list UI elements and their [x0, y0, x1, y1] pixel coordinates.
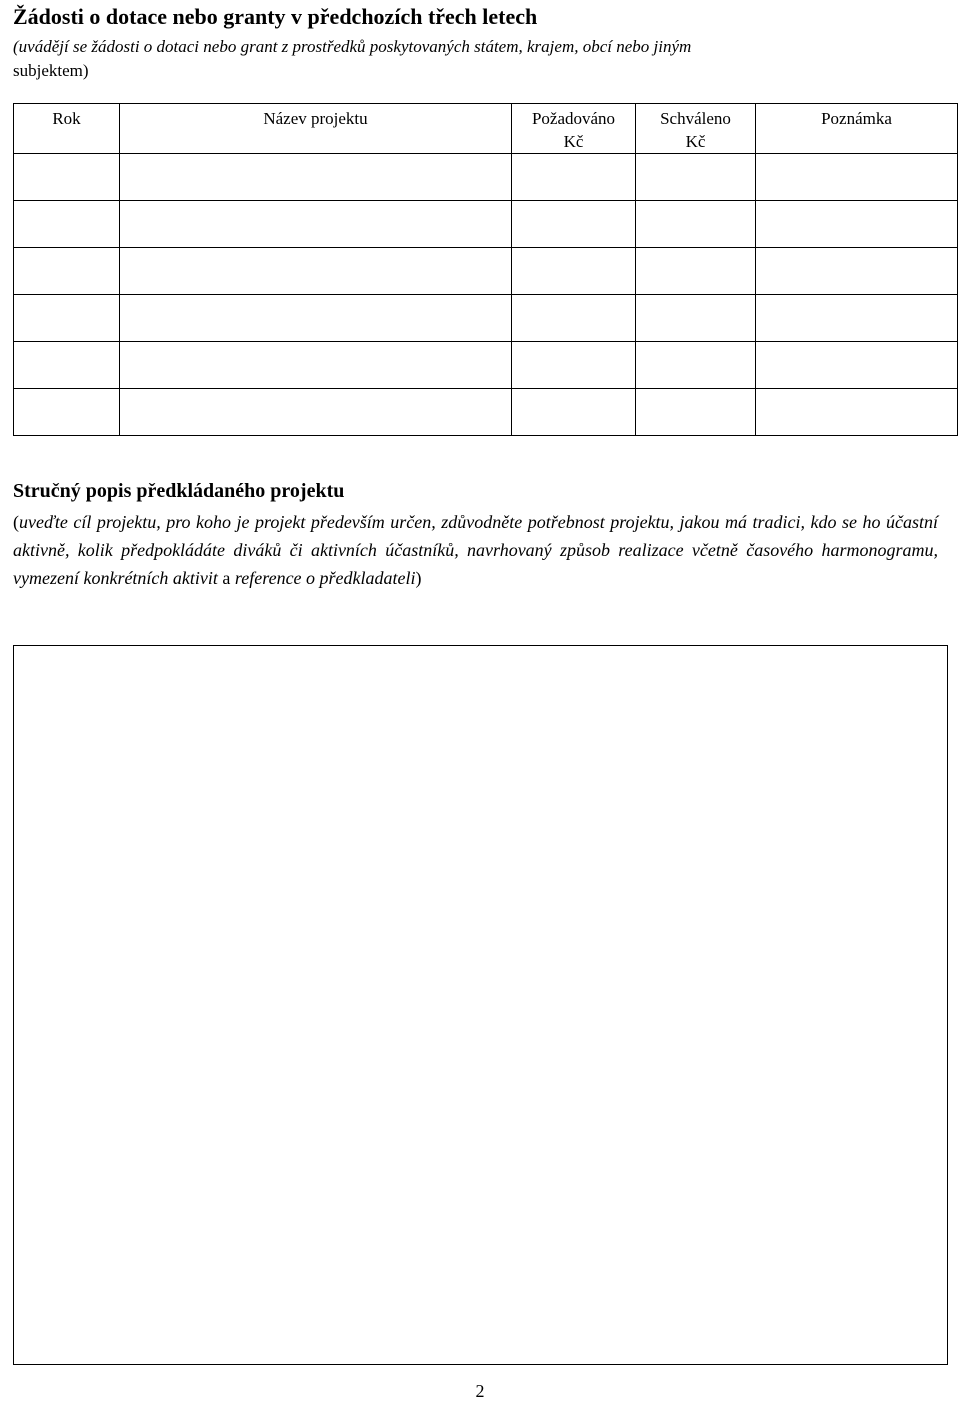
page-number: 2: [475, 1381, 485, 1401]
table-row: [14, 342, 958, 389]
table-row: [14, 248, 958, 295]
header-pozadovano-unit: Kč: [563, 132, 584, 151]
cell-nazev[interactable]: [120, 389, 512, 436]
header-nazev-projektu: Název projektu: [120, 104, 512, 154]
header-pozadovano: [512, 104, 636, 154]
cell-pozadovano[interactable]: [512, 389, 636, 436]
table-header-row: [14, 104, 958, 154]
cell-nazev[interactable]: [120, 154, 512, 201]
section-subtitle-grants: [13, 35, 713, 83]
cell-nazev[interactable]: [120, 248, 512, 295]
table-row: [14, 389, 958, 436]
cell-nazev[interactable]: [120, 201, 512, 248]
cell-schvaleno[interactable]: [636, 154, 756, 201]
header-schvaleno: [636, 104, 756, 154]
cell-poznamka[interactable]: [756, 154, 958, 201]
desc-italic-text: uveďte cíl projektu, pro koho je projekt především určen, zdůvodněte potřebnost projektu, jakou má tradici, kdo se ho účastní aktivně, kolik předpokládáte diváků či aktivních účastníků, navrhovaný způsob realizace včetně časového harmonogramu, vymezení konkrétních aktivit: [13, 512, 938, 588]
header-poznamka: Poznámka: [756, 104, 958, 154]
subtitle-italic: (uvádějí se žádosti o dotaci nebo grant z prostředků poskytovaných státem, krajem, obcí nebo jiným: [13, 37, 692, 56]
cell-pozadovano[interactable]: [512, 248, 636, 295]
cell-nazev[interactable]: [120, 295, 512, 342]
subtitle-rest: subjektem): [13, 61, 89, 80]
cell-rok[interactable]: [14, 201, 120, 248]
desc-italic-text-2: reference o předkladateli: [234, 568, 416, 588]
cell-rok[interactable]: [14, 295, 120, 342]
cell-pozadovano[interactable]: [512, 342, 636, 389]
header-rok: Rok: [14, 104, 120, 154]
cell-rok[interactable]: [14, 389, 120, 436]
header-pozadovano-label: Požadováno: [531, 109, 616, 128]
cell-poznamka[interactable]: [756, 201, 958, 248]
cell-schvaleno[interactable]: [636, 295, 756, 342]
grants-table: [13, 103, 958, 436]
cell-rok[interactable]: [14, 248, 120, 295]
desc-a: a: [222, 568, 231, 588]
cell-schvaleno[interactable]: [636, 342, 756, 389]
cell-pozadovano[interactable]: [512, 154, 636, 201]
section-title-grants: Žádosti o dotace nebo granty v předchozích třech letech: [13, 4, 538, 29]
project-description-instructions: [13, 508, 938, 592]
desc-open-paren: (: [13, 512, 19, 532]
cell-rok[interactable]: [14, 342, 120, 389]
cell-schvaleno[interactable]: [636, 248, 756, 295]
cell-poznamka[interactable]: [756, 248, 958, 295]
section-title-project-description: Stručný popis předkládaného projektu: [13, 480, 345, 502]
header-schvaleno-label: Schváleno: [660, 109, 731, 128]
cell-poznamka[interactable]: [756, 295, 958, 342]
cell-poznamka[interactable]: [756, 389, 958, 436]
cell-schvaleno[interactable]: [636, 201, 756, 248]
cell-poznamka[interactable]: [756, 342, 958, 389]
cell-pozadovano[interactable]: [512, 201, 636, 248]
table-row: [14, 154, 958, 201]
header-schvaleno-unit: Kč: [685, 132, 706, 151]
table-row: [14, 201, 958, 248]
cell-schvaleno[interactable]: [636, 389, 756, 436]
cell-pozadovano[interactable]: [512, 295, 636, 342]
desc-close-paren: ): [415, 568, 422, 588]
table-row: [14, 295, 958, 342]
project-description-textbox[interactable]: [13, 645, 948, 1365]
cell-nazev[interactable]: [120, 342, 512, 389]
cell-rok[interactable]: [14, 154, 120, 201]
